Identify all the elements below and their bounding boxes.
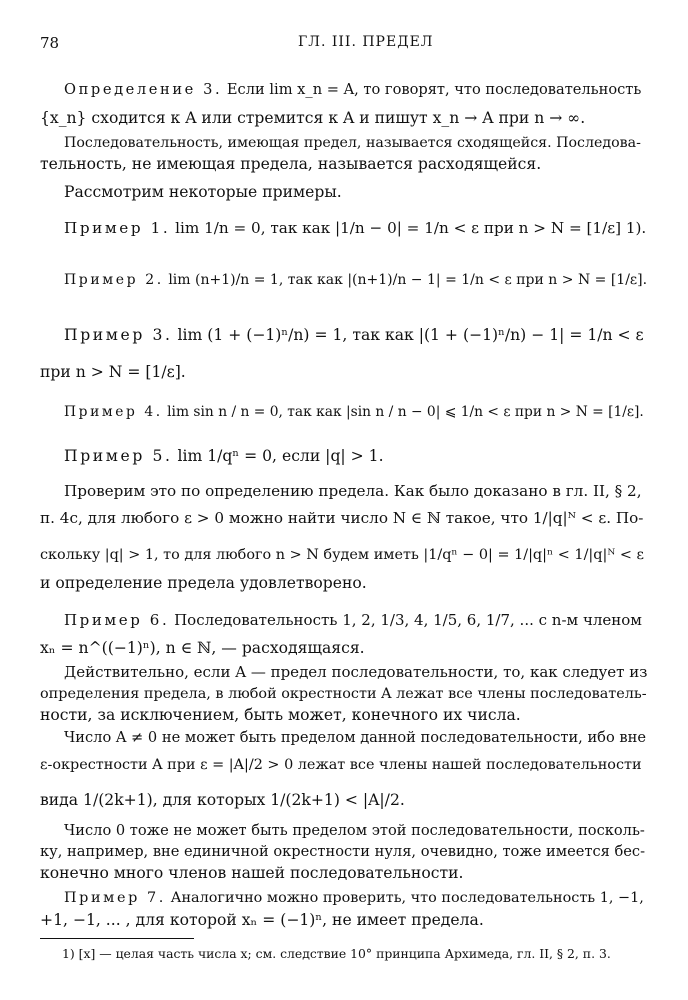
example-6-para-8: ку, например, вне единичной окрестности нуля, очевидно, тоже имеется бес- [40, 843, 646, 860]
example-7 [64, 888, 648, 908]
definition-text-1: Если lim x_n = A, то говорят, что последовательность [226, 81, 642, 98]
example-3-label: Пример 3. [64, 326, 173, 344]
example-5-text: lim 1/qⁿ = 0, если |q| > 1. [177, 447, 384, 465]
example-2-label: Пример 2. [64, 272, 164, 288]
example-7-label: Пример 7. [64, 890, 166, 906]
example-4-text: lim sin n / n = 0, так как |sin n / n − 0| ⩽ 1/n < ε при n > N = [1/ε]. [167, 404, 644, 420]
intro-line: Рассмотрим некоторые примеры. [64, 183, 342, 201]
definition-label: Определение 3. [64, 81, 223, 98]
example-3 [64, 325, 648, 345]
proof-line-3: скольку |q| > 1, то для любого n > N будем иметь |1/qⁿ − 0| = 1/|q|ⁿ < 1/|q|ᴺ < ε [40, 547, 644, 563]
definition-line-3: Последовательность, имеющая предел, называется сходящейся. Последова- [64, 135, 641, 151]
proof-line-4: и определение предела удовлетворено. [40, 574, 367, 592]
example-6-para-1: Действительно, если A — предел последовательности, то, как следует из [64, 663, 648, 681]
example-3-cont: при n > N = [1/ε]. [40, 363, 186, 381]
example-4 [64, 402, 648, 422]
example-2-text: lim (n+1)/n = 1, так как |(n+1)/n − 1| = 1/n < ε при n > N = [1/ε]. [168, 272, 648, 288]
definition-line-2: {x_n} сходится к A или стремится к A и пишут x_n → A при n → ∞. [40, 109, 586, 127]
example-7-text: Аналогично можно проверить, что последовательность 1, −1, [170, 890, 644, 906]
example-6-para-9: конечно много членов нашей последовательности. [40, 864, 464, 882]
example-6-para-3: ности, за исключением, быть может, конечного их числа. [40, 706, 521, 724]
example-6 [64, 610, 648, 630]
example-6-para-4: Число A ≠ 0 не может быть пределом данной последовательности, ибо вне [64, 729, 646, 746]
example-6-para-2: определения предела, в любой окрестности A лежат все члены последователь- [40, 686, 647, 702]
example-6-para-7: Число 0 тоже не может быть пределом этой последовательности, посколь- [64, 822, 645, 839]
example-6-para-5: ε-окрестности A при ε = |A|/2 > 0 лежат все члены нашей последовательности [40, 757, 642, 773]
example-6-text: Последовательность 1, 2, 1/3, 4, 1/5, 6, 1/7, ... с n-м членом [174, 611, 642, 629]
example-5 [64, 446, 648, 466]
page-header [40, 34, 648, 58]
example-1-text: lim 1/n = 0, так как |1/n − 0| = 1/n < ε при n > N = [1/ε] 1). [175, 219, 647, 237]
page-number: 78 [40, 34, 60, 52]
example-7-line-2: +1, −1, ... , для которой xₙ = (−1)ⁿ, не имеет предела. [40, 911, 484, 929]
example-2 [64, 270, 648, 290]
example-3-text: lim (1 + (−1)ⁿ/n) = 1, так как |(1 + (−1)ⁿ/n) − 1| = 1/n < ε [177, 326, 644, 344]
example-1 [64, 218, 648, 238]
example-5-label: Пример 5. [64, 447, 173, 465]
example-6-line-2: xₙ = n^((−1)ⁿ), n ∈ ℕ, — расходящаяся. [40, 639, 365, 657]
example-1-label: Пример 1. [64, 219, 171, 237]
example-4-label: Пример 4. [64, 404, 163, 420]
example-6-label: Пример 6. [64, 611, 170, 629]
definition-line-1 [64, 80, 648, 100]
proof-line-2: п. 4с, для любого ε > 0 можно найти число N ∈ ℕ такое, что 1/|q|ᴺ < ε. По- [40, 509, 644, 527]
proof-line-1: Проверим это по определению предела. Как было доказано в гл. II, § 2, [64, 482, 642, 500]
definition-line-4: тельность, не имеющая предела, называется расходящейся. [40, 155, 542, 173]
footnote: 1) [x] — целая часть числа x; см. следствие 10° принципа Архимеда, гл. II, § 2, п. 3. [62, 946, 611, 961]
example-6-para-6: вида 1/(2k+1), для которых 1/(2k+1) < |A|/2. [40, 791, 405, 809]
chapter-title: ГЛ. III. ПРЕДЕЛ [298, 34, 434, 50]
footnote-rule [40, 938, 194, 939]
